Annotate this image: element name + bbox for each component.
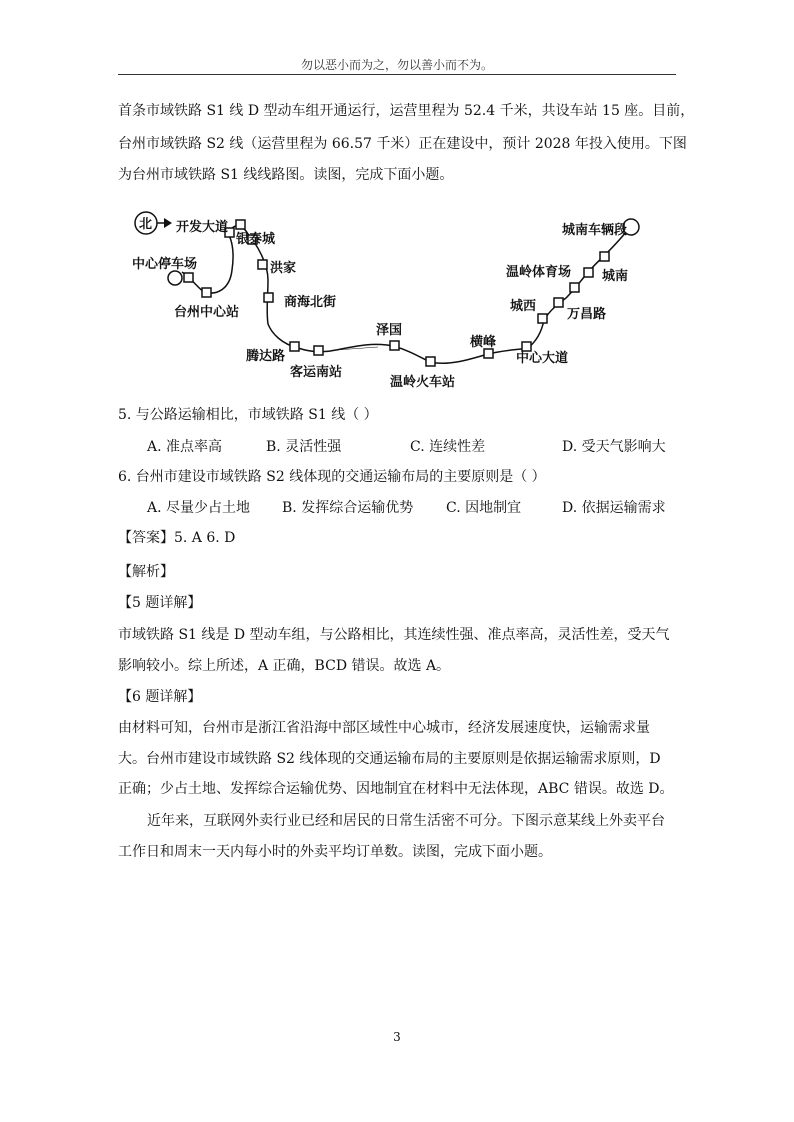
analysis-heading: 【解析】 <box>118 564 174 580</box>
station-marker <box>184 273 193 282</box>
detail6-line-3: 正确；少占土地、发挥综合运输优势、因地制宜在材料中无法体现，ABC 错误。故选 D。 <box>118 781 674 797</box>
station-label-tengda: 腾达路 <box>246 349 286 364</box>
q6-stem: 6. 台州市建设市域铁路 S2 线体现的交通运输布局的主要原则是（ ） <box>118 469 546 485</box>
detail5-heading: 【5 题详解】 <box>118 595 202 611</box>
station-label-yintai: 银泰城 <box>236 232 276 247</box>
intro-line-3: 为台州市域铁路 S1 线线路图。读图，完成下面小题。 <box>118 167 454 183</box>
station-label-wenling-huoche: 温岭火车站 <box>390 375 456 390</box>
station-label-shanghai-beijie: 商海北街 <box>284 295 337 310</box>
page-number: 3 <box>393 1030 401 1044</box>
station-marker <box>426 357 435 366</box>
station-label-keyun-nan: 客运南站 <box>290 365 343 380</box>
station-label-hongjia: 洪家 <box>270 261 297 276</box>
north-arrow-icon <box>135 212 172 234</box>
q5-option-d: D. 受天气影响大 <box>562 439 666 455</box>
station-label-wenling-tiyu: 温岭体育场 <box>506 265 572 280</box>
station-marker <box>522 342 531 351</box>
station-marker <box>484 349 493 358</box>
station-marker <box>314 346 323 355</box>
next-intro-line-2: 工作日和周末一天内每小时的外卖平均订单数。读图，完成下面小题。 <box>118 844 552 860</box>
q6-option-b: B. 发挥综合运输优势 <box>282 500 414 516</box>
station-label-hengfeng: 横峰 <box>470 335 497 350</box>
q6-option-c: C. 因地制宜 <box>446 500 522 516</box>
intro-line-1: 首条市域铁路 S1 线 D 型动车组开通运行，运营里程为 52.4 千米，共设车站 15 座。目前， <box>118 103 695 119</box>
station-marker <box>554 298 563 307</box>
q5-stem: 5. 与公路运输相比，市域铁路 S1 线（ ） <box>118 407 378 423</box>
intro-line-2: 台州市域铁路 S2 线（运营里程为 66.57 千米）正在建设中，预计 2028 年投入使用。下图 <box>118 136 687 152</box>
station-marker <box>290 342 299 351</box>
station-label-zhongxin-tingchechang: 中心停车场 <box>132 257 198 272</box>
station-marker <box>258 260 267 269</box>
detail6-heading: 【6 题详解】 <box>118 689 202 705</box>
railway-s1-route-map <box>118 200 678 395</box>
detail5-line-2: 影响较小。综上所述，A 正确，BCD 错误。故选 A。 <box>118 658 451 674</box>
q6-option-a: A. 尽量少占土地 <box>147 500 251 516</box>
station-label-kaifa: 开发大道 <box>176 220 229 235</box>
station-marker <box>538 314 547 323</box>
q6-option-d: D. 依据运输需求 <box>562 500 666 516</box>
station-label-zeguo: 泽国 <box>376 323 403 338</box>
station-marker <box>202 288 211 297</box>
station-label-taizhou-zhongxin: 台州中心站 <box>174 305 240 320</box>
q5-option-c: C. 连续性差 <box>410 439 486 455</box>
next-intro-line-1: 近年来，互联网外卖行业已经和居民的日常生活密不可分。下图示意某线上外卖平台 <box>147 813 665 829</box>
detail6-line-2: 大。台州市建设市域铁路 S2 线体现的交通运输布局的主要原则是依据运输需求原则，D <box>118 751 661 767</box>
detail6-line-1: 由材料可知，台州市是浙江省沿海中部区域性中心城市，经济发展速度快，运输需求量 <box>118 720 650 736</box>
detail5-line-1: 市域铁路 S1 线是 D 型动车组，与公路相比，其连续性强、准点率高，灵活性差，受天气 <box>118 627 670 643</box>
page-header-motto: 勿以恶小而为之，勿以善小而不为。 <box>300 58 493 72</box>
q5-option-b: B. 灵活性强 <box>266 439 342 455</box>
station-marker <box>390 341 399 350</box>
station-marker <box>236 220 245 229</box>
station-marker <box>600 252 609 261</box>
station-label-chengxi: 城西 <box>510 299 537 314</box>
station-label-chengnan: 城南 <box>602 269 629 284</box>
station-marker <box>570 283 579 292</box>
station-marker <box>584 268 593 277</box>
header-rule <box>118 74 676 75</box>
terminal-zhongxin-depot <box>168 271 182 285</box>
q5-option-a: A. 准点率高 <box>147 439 223 455</box>
station-label-wanchang: 万昌路 <box>567 307 607 322</box>
north-label: 北 <box>139 217 153 232</box>
station-label-zhongxin-dadao: 中心大道 <box>516 351 569 366</box>
station-label-chengnan-cheliang: 城南车辆段 <box>562 223 628 238</box>
answer: 【答案】5. A 6. D <box>118 530 236 546</box>
station-marker <box>264 293 273 302</box>
